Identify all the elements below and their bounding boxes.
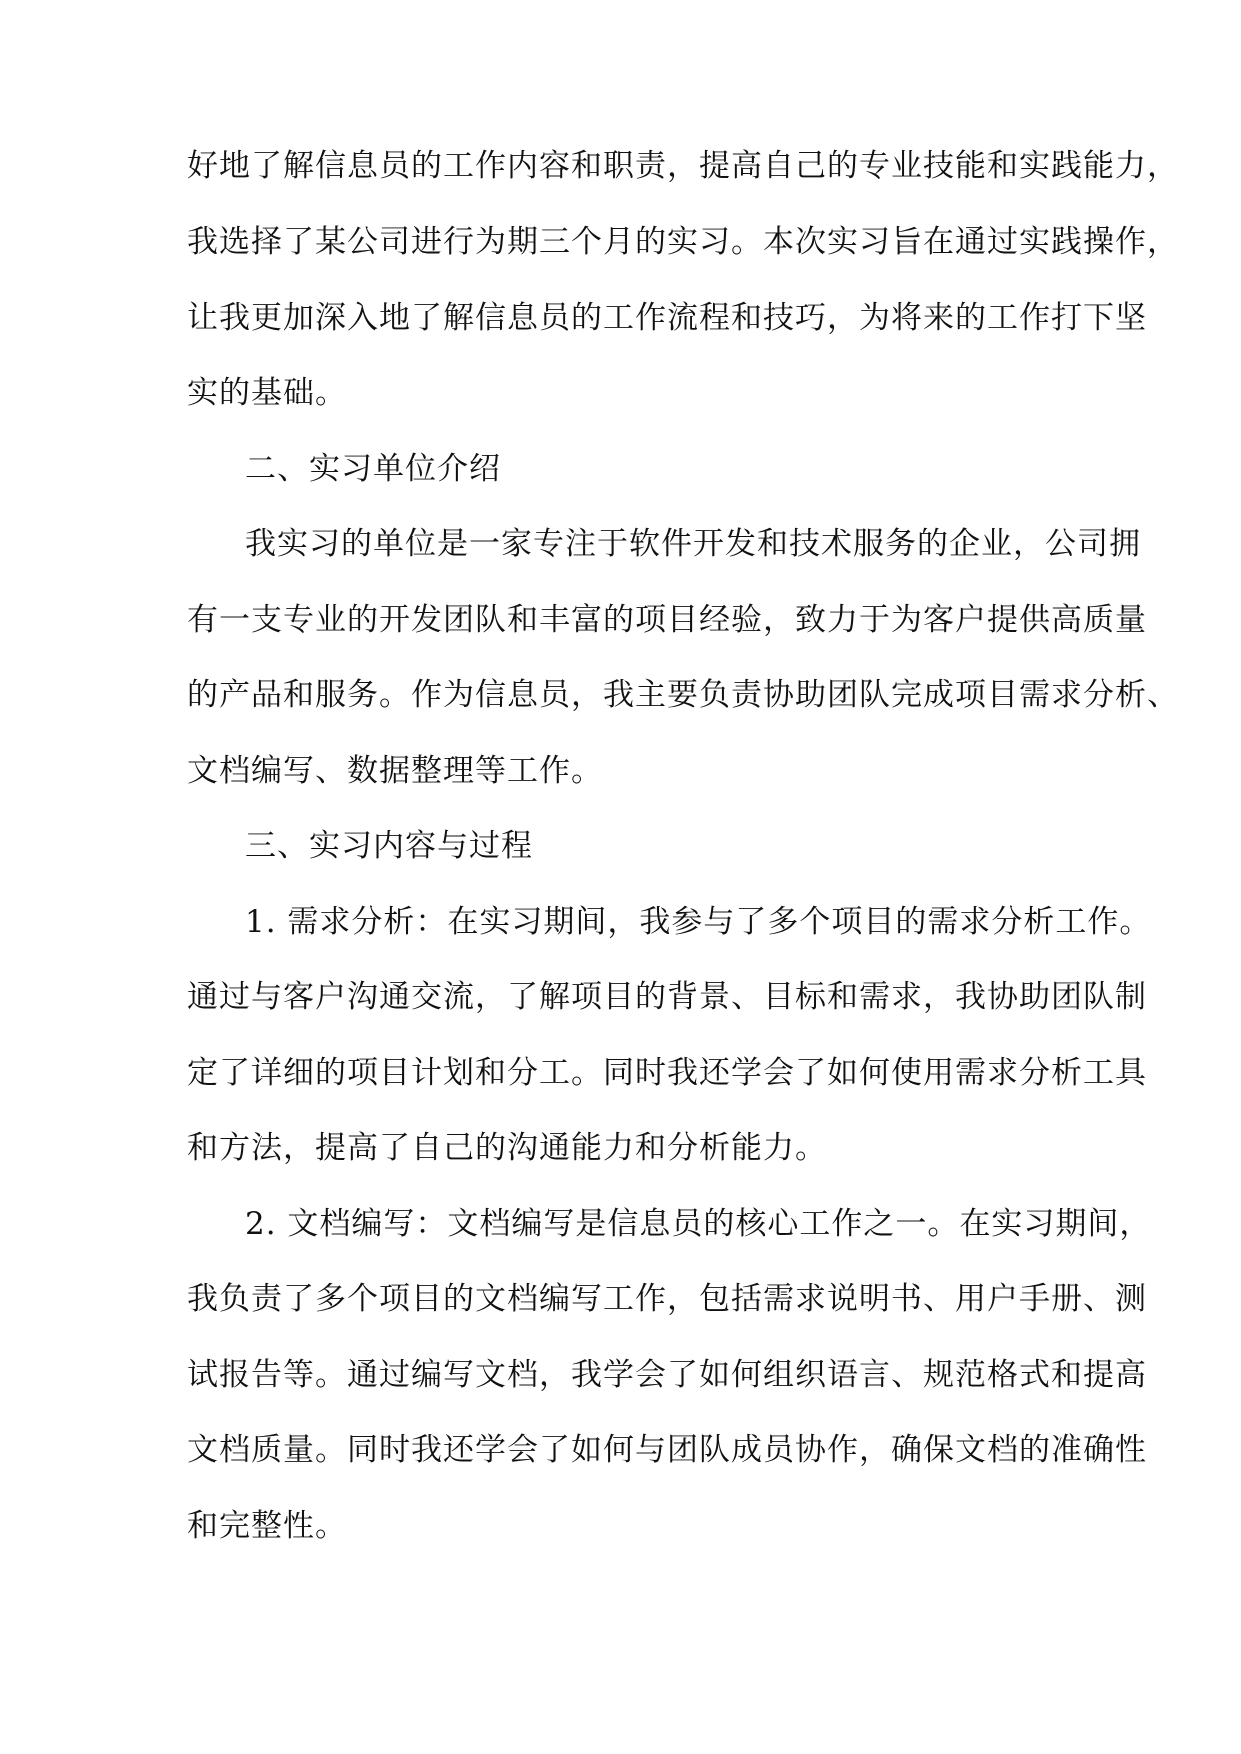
body-text-line: 实的基础。	[187, 375, 347, 411]
body-text-line: 的产品和服务。作为信息员，我主要负责协助团队完成项目需求分析、	[187, 677, 1179, 713]
body-text-line: 文档编写、数据整理等工作。	[187, 753, 603, 789]
body-text-line: 我选择了某公司进行为期三个月的实习。本次实习旨在通过实践操作，	[187, 224, 1179, 260]
section-heading: 二、实习单位介绍	[245, 451, 501, 487]
body-text-line: 试报告等。通过编写文档，我学会了如何组织语言、规范格式和提高	[187, 1357, 1147, 1393]
body-text-line: 好地了解信息员的工作内容和职责，提高自己的专业技能和实践能力，	[187, 148, 1179, 184]
body-text-line: 有一支专业的开发团队和丰富的项目经验，致力于为客户提供高质量	[187, 602, 1147, 638]
list-item-text: 1. 需求分析：在实习期间，我参与了多个项目的需求分析工作。	[245, 904, 1152, 940]
body-text-line: 文档质量。同时我还学会了如何与团队成员协作，确保文档的准确性	[187, 1432, 1147, 1468]
body-text-line: 和完整性。	[187, 1508, 347, 1544]
body-text-line: 我实习的单位是一家专注于软件开发和技术服务的企业，公司拥	[245, 526, 1141, 562]
list-item-text: 2. 文档编写：文档编写是信息员的核心工作之一。在实习期间，	[245, 1206, 1152, 1242]
body-text-line: 定了详细的项目计划和分工。同时我还学会了如何使用需求分析工具	[187, 1055, 1147, 1091]
body-text-line: 我负责了多个项目的文档编写工作，包括需求说明书、用户手册、测	[187, 1281, 1147, 1317]
body-text-line: 让我更加深入地了解信息员的工作流程和技巧，为将来的工作打下坚	[187, 300, 1147, 336]
body-text-line: 和方法，提高了自己的沟通能力和分析能力。	[187, 1130, 827, 1166]
body-text-line: 通过与客户沟通交流，了解项目的背景、目标和需求，我协助团队制	[187, 979, 1147, 1015]
section-heading: 三、实习内容与过程	[245, 828, 533, 864]
